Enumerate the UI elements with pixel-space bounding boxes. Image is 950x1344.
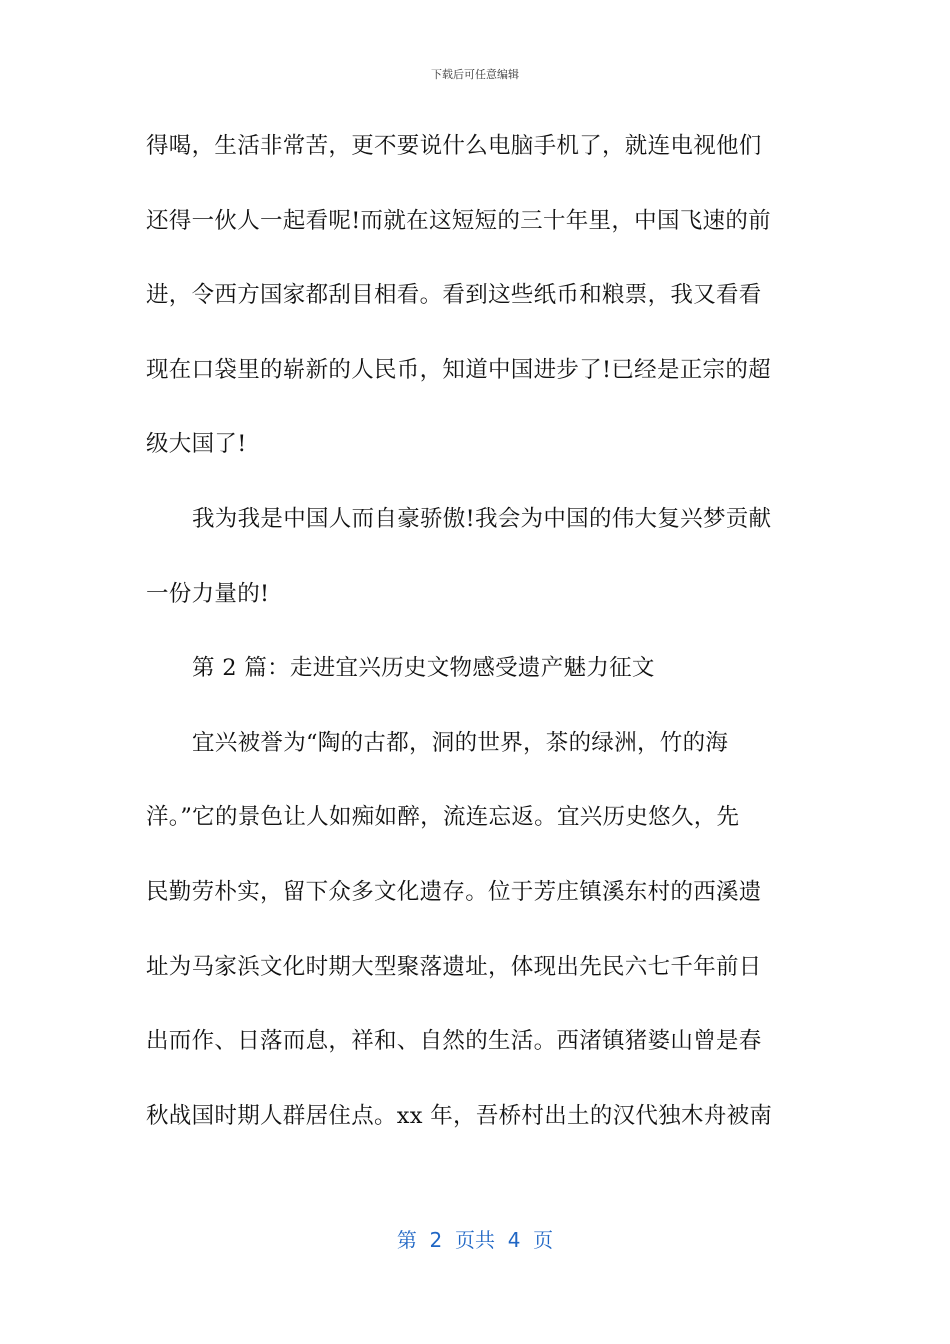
- text-line: 还得一伙人一起看呢!而就在这短短的三十年里，中国飞速的前: [146, 207, 771, 234]
- text-line: 一份力量的!: [146, 580, 270, 607]
- text-line: 秋战国时期人群居住点。xx 年，吾桥村出土的汉代独木舟被南: [146, 1102, 773, 1129]
- text-line: 出而作、日落而息，祥和、自然的生活。西渚镇猪婆山曾是春: [146, 1028, 762, 1055]
- paragraph-start-line: 宜兴被誉为“陶的古都，洞的世界，茶的绿洲，竹的海: [192, 729, 729, 756]
- text-line: 址为马家浜文化时期大型聚落遗址，体现出先民六七千年前日: [146, 953, 762, 980]
- page-number-footer: 第 2 页共 4 页: [396, 1228, 554, 1252]
- text-line: 现在口袋里的崭新的人民币，知道中国进步了!已经是正宗的超: [146, 356, 771, 383]
- page-header: 下载后可任意编辑: [431, 68, 519, 81]
- paragraph-start-line: 我为我是中国人而自豪骄傲!我会为中国的伟大复兴梦贡献: [192, 505, 772, 532]
- text-line: 洋。”它的景色让人如痴如醉，流连忘返。宜兴历史悠久，先: [146, 804, 740, 831]
- text-line: 得喝，生活非常苦，更不要说什么电脑手机了，就连电视他们: [146, 133, 762, 159]
- text-line: 进，令西方国家都刮目相看。看到这些纸币和粮票，我又看看: [146, 282, 762, 309]
- text-line: 级大国了!: [146, 431, 247, 458]
- document-body: [146, 120, 806, 1164]
- section-heading: 第 2 篇：走进宜兴历史文物感受遗产魅力征文: [192, 655, 655, 682]
- text-line: 民勤劳朴实，留下众多文化遗存。位于芳庄镇溪东村的西溪遗: [146, 878, 762, 905]
